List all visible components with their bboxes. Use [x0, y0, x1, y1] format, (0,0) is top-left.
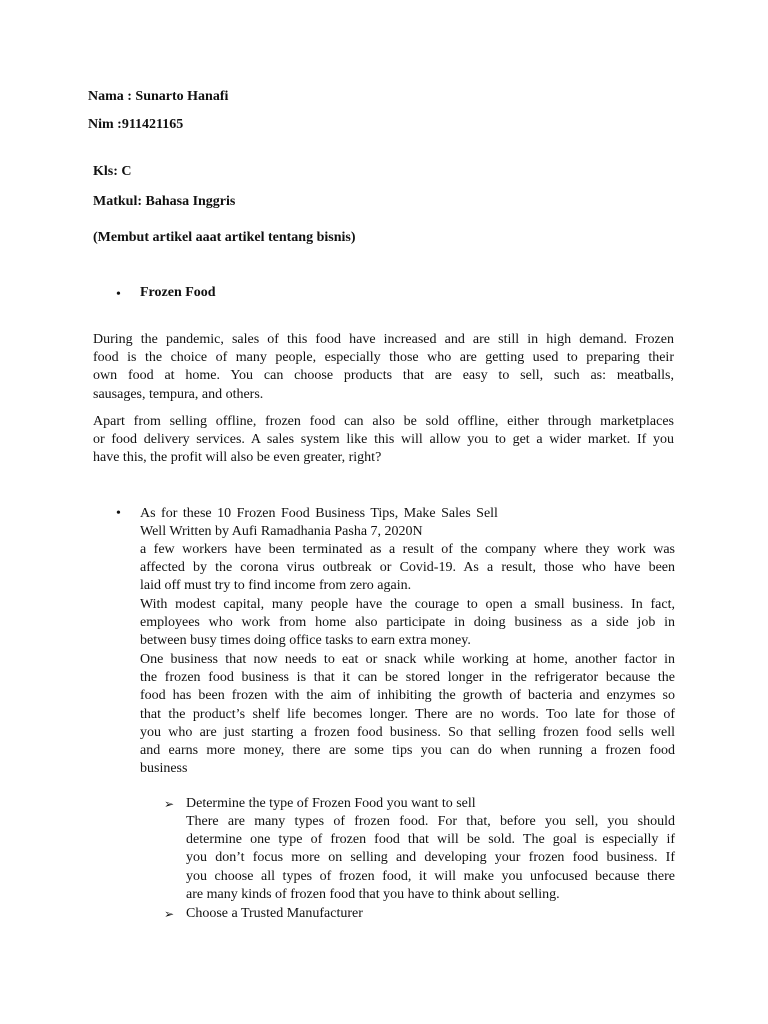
section-heading-tips	[140, 505, 547, 523]
tip-title-determine-type	[186, 795, 675, 813]
paragraph-line: you don’t focus more on selling and developing your frozen food business. If	[186, 850, 675, 866]
assignment-title: (Membut artikel aaat artikel tentang bisnis)	[93, 230, 356, 245]
paragraph-line: food is the choice of many people, especially those who are getting used to preparing their	[93, 350, 674, 366]
paragraph-line: determine one type of frozen food that will be sold. The goal is especially if	[186, 832, 675, 848]
student-nim: Nim :911421165	[88, 117, 184, 132]
course-name: Matkul: Bahasa Inggris	[93, 194, 236, 209]
paragraph-pandemic-sales	[93, 331, 674, 404]
student-name: Nama : Sunarto Hanafi	[88, 89, 229, 104]
paragraph-modest-capital	[140, 596, 675, 651]
tip-title: Determine the type of Frozen Food you want to sell	[186, 796, 476, 811]
paragraph-line: and earns more money, there are some tips you can do when running a frozen food	[140, 743, 675, 759]
paragraph-line: a few workers have been terminated as a result of the company where they work was	[140, 542, 675, 557]
paragraph-business-reasons	[140, 651, 675, 778]
bullet-icon: •	[116, 506, 121, 521]
paragraph-line: business	[140, 761, 188, 777]
paragraph-line: With modest capital, many people have the courage to open a small business. In fact,	[140, 597, 675, 612]
paragraph-line: Apart from selling offline, frozen food can also be sold offline, either through marketplaces	[93, 414, 674, 429]
article-byline	[140, 523, 675, 541]
section-title: As for these 10 Frozen Food Business Tips, Make Sales Sell	[140, 506, 498, 521]
paragraph-line: affected by the corona virus outbreak or Covid-19. As a result, those who have been	[140, 560, 675, 576]
paragraph-line: between busy times doing office tasks to earn extra money.	[140, 633, 471, 649]
student-class: Kls: C	[93, 164, 132, 179]
arrow-bullet-icon: ➢	[164, 907, 175, 921]
paragraph-selling-offline	[93, 413, 674, 468]
paragraph-workers-terminated	[140, 541, 675, 596]
paragraph-line: own food at home. You can choose products that are easy to sell, such as: meatballs,	[93, 368, 674, 384]
bullet-icon: •	[116, 287, 121, 302]
section-heading-frozen-food: Frozen Food	[140, 285, 216, 300]
tip-body-determine-type	[186, 813, 675, 904]
paragraph-line: food has been frozen with the aim of inhibiting the growth of bacteria and enzymes so	[140, 688, 675, 704]
tip-title: Choose a Trusted Manufacturer	[186, 906, 363, 921]
paragraph-line: you choose all types of frozen food, it will make you unfocused because there	[186, 868, 675, 884]
tip-title-trusted-manufacturer	[186, 905, 675, 923]
byline-text: Well Written by Aufi Ramadhania Pasha 7, 2020N	[140, 524, 423, 539]
paragraph-line: employees who work from home also participate in doing business as a side job in	[140, 615, 675, 631]
arrow-bullet-icon: ➢	[164, 797, 175, 811]
paragraph-line: have this, the profit will also be even greater, right?	[93, 450, 382, 466]
paragraph-line: During the pandemic, sales of this food have increased and are still in high demand. Frozen	[93, 332, 674, 347]
paragraph-line: that the product’s shelf life becomes longer. There are no words. Too late for those of	[140, 706, 675, 722]
paragraph-line: the frozen food business is that it can be stored longer in the refrigerator because the	[140, 670, 675, 686]
paragraph-line: or food delivery services. A sales system like this will allow you to get a wider market. If you	[93, 432, 674, 448]
paragraph-line: you who are just starting a frozen food business. So that selling frozen food sells well	[140, 724, 675, 740]
paragraph-line: are many kinds of frozen food that you have to think about selling.	[186, 886, 560, 902]
paragraph-line: There are many types of frozen food. For that, before you sell, you should	[186, 814, 675, 829]
paragraph-line: laid off must try to find income from zero again.	[140, 578, 412, 594]
paragraph-line: sausages, tempura, and others.	[93, 386, 264, 402]
paragraph-line: One business that now needs to eat or snack while working at home, another factor in	[140, 652, 675, 667]
